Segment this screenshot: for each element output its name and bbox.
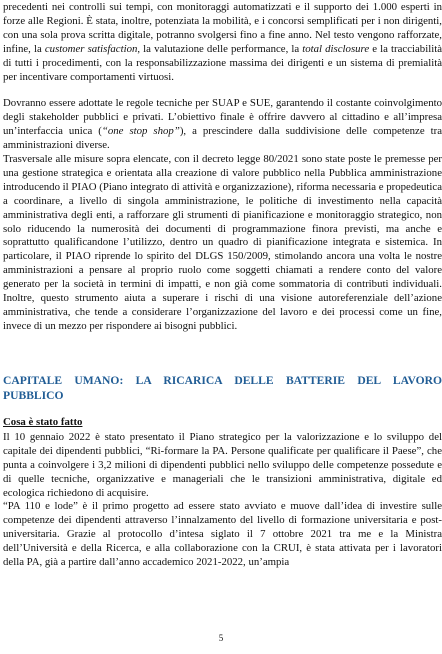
text-run: , la valutazione delle performance, la — [137, 42, 303, 55]
text-run: Trasversale alle misure sopra elencate, con il decreto legge 80/2021 sono state poste le premesse per una gestione strategica e orientata alla creazione di valore pubblico nella Pubblica amministrazione introducendo il PIAO (Piano integrato di attività e organizzazione), riforma necessaria e propedeutica a coordinare, a livello di singola amministrazione, le politiche di investimento nella capacità amministrativa degli enti, a rafforzare gli strumenti di pianificazione e monitoraggio strategico, non solo riducendo la numerosità dei documenti di programmazione finora previsti, ma anche e soprattutto qualificandone l’utilizzo, dentro un quadro di pianificazione integrata e sistemica. In particolare, il PIAO riprende lo spirito del DLGS 150/2009, stimolando ancora una volta le nostre amministrazioni a pensare al proprio ruolo come soggetti chiamati a rendere conto del valore generato per la società in termini di impatti, e non già come sommatoria di contributi individuali. Inoltre, questo strumento aiuta a superare i rischi di una visione autoreferenziale dell’azione amministrativa, che tende a considerare l’organizzazione del lavoro e dei processi come un fine, invece di un mezzo per rispondere ai bisogni pubblici. — [3, 153, 442, 332]
paragraph-piano-strategico: Il 10 gennaio 2022 è stato presentato il Piano strategico per la valorizzazione e lo sviluppo del capitale dei dipendenti pubblici, “Ri-formare la PA. Persone qualificate per qualificare il Paese”, che punta a coinvolgere i 3,2 milioni di dipendenti pubblici nello sviluppo delle competenze possedute e di quelle tecniche, organizzative e manageriali che le transizioni amministrativa, digitale ed ecologica richiedono di acquisire. — [3, 431, 442, 499]
text-run: precedenti nei controlli sui tempi, con monitoraggi automatizzati e il supporto dei 1.000 esperti in forze alle Regioni. È stata, inoltre, potenziata la mobilità, e i concorsi semplificati per i non dirigenti, con una sola prova scritta digitale, potranno svolgersi fino a fine anno. Nel testo vengono rafforzate, infine, la — [3, 1, 442, 55]
paragraph-piao — [3, 153, 442, 334]
page-number: 5 — [218, 633, 224, 643]
subheading-cosa-e-stato-fatto: Cosa è stato fatto — [3, 416, 83, 428]
section-heading: CAPITALE UMANO: LA RICARICA DELLE BATTERIE DEL LAVORO PUBBLICO — [3, 374, 442, 402]
paragraph-suap-sue — [3, 97, 442, 153]
text-run: Dovranno essere adottate le regole tecniche per SUAP e SUE, garantendo il costante coinvolgimento degli stakeholder pubblici e privati. L’obiettivo finale è offrire davvero al cittadino e all’impresa un’interfaccia unica ( — [3, 97, 442, 137]
italic-phrase: total disclosure — [302, 42, 370, 55]
italic-phrase: customer satisfaction — [44, 42, 138, 55]
text-run: e la tracciabilità di tutti i procedimenti, con la responsabilizzazione massima dei dirigenti e un sistema di premialità per incentivare comportamenti virtuosi. — [3, 42, 442, 83]
text-run: ), a prescindere dalla suddivisione delle competenze tra amministrazioni diverse. — [3, 124, 442, 151]
paragraph-pa-110-e-lode: “PA 110 e lode” è il primo progetto ad essere stato avviato e muove dall’idea di investire sulle competenze dei dipendenti attraverso l’innalzamento del livello di formazione universitaria e post-universitaria. Grazie al protocollo d’intesa siglato il 7 ottobre 2021 tra me e la Ministra dell’Università e della Ricerca, e alla collaborazione con la CRUI, è stata attivata per i lavoratori della PA, già a partire dall’anno accademico 2021-2022, un’ampia — [3, 500, 442, 568]
paragraph-performance — [3, 1, 442, 84]
italic-phrase: “one stop shop” — [101, 124, 180, 137]
